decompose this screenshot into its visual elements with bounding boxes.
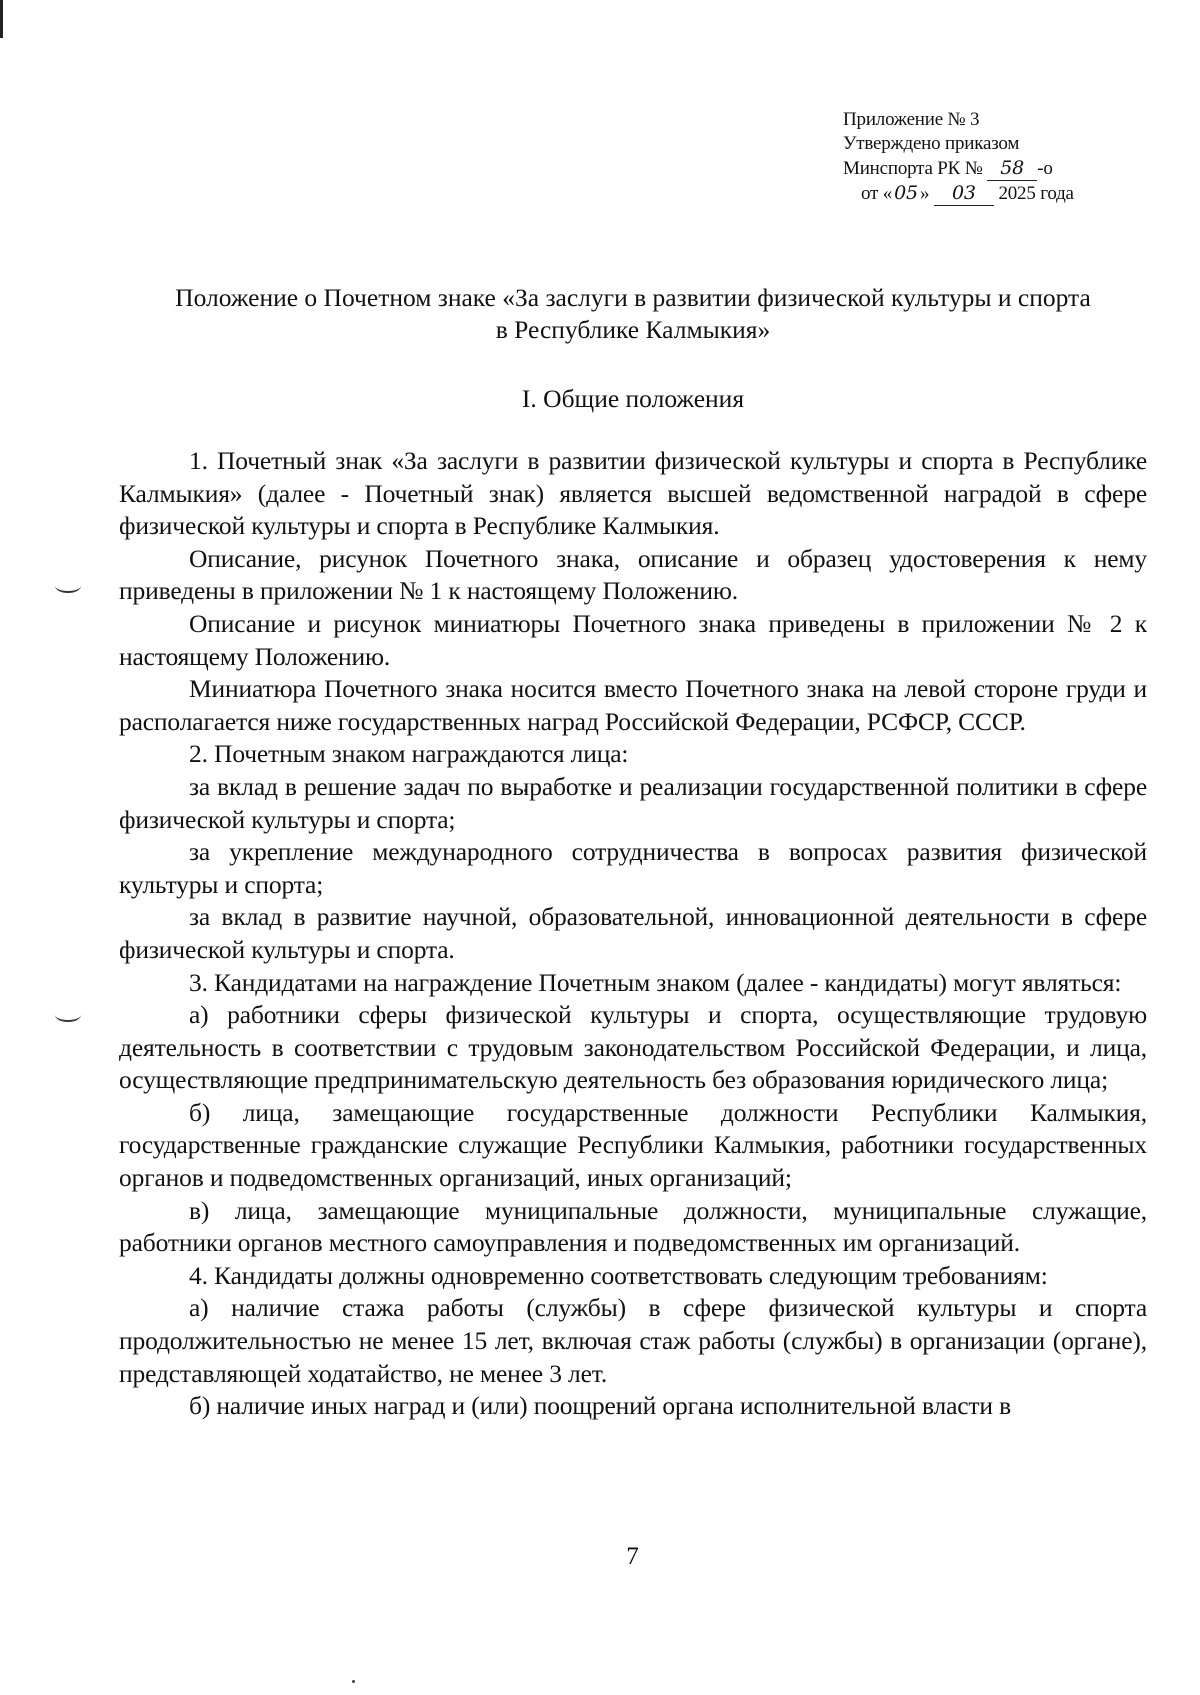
title-line-1: Положение о Почетном знаке «За заслуги в развитии физической культуры и спорта	[175, 283, 1091, 312]
order-suffix: -о	[1037, 158, 1053, 179]
approval-stamp	[843, 108, 1074, 206]
order-number: 58	[987, 156, 1037, 181]
paragraph: а) работники сферы физической культуры и спорта, осуществляющие трудовую деятельность в соответствии с трудовым законодательством Российской Федерации, и лица, осуществляющие предпринимательскую деятельность без образования юридического лица;	[119, 1000, 1147, 1095]
title-line-2: в Республике Калмыкия»	[495, 315, 771, 344]
document-body	[119, 445, 1147, 1423]
date-year: 2025 года	[998, 183, 1074, 204]
order-line	[843, 156, 1074, 181]
page-number: 7	[626, 1543, 639, 1570]
paragraph: за вклад в решение задач по выработке и реализации государственной политики в сфере физической культуры и спорта;	[119, 771, 1147, 834]
appendix-label: Приложение № 3	[843, 109, 980, 130]
paragraph: а) наличие стажа работы (службы) в сфере физической культуры и спорта продолжительностью не менее 15 лет, включая стаж работы (службы) в организации (органе), представляющей ходатайство, не менее 3 лет.	[119, 1293, 1147, 1388]
document-title	[118, 282, 1148, 346]
date-line	[843, 181, 1074, 206]
scan-speck	[352, 1680, 355, 1683]
paragraph: 2. Почетным знаком награждаются лица:	[189, 739, 629, 769]
date-day: 05	[894, 182, 918, 204]
paragraph: 1. Почетный знак «За заслуги в развитии физической культуры и спорта в Республике Калмыкия» (далее - Почетный знак) является высшей ведомственной наградой в сфере физической культуры и спорта в Республике Калмыкия.	[119, 446, 1147, 541]
paragraph: за вклад в развитие научной, образовательной, инновационной деятельности в сфере физической культуры и спорта.	[119, 902, 1147, 964]
paragraph: за укрепление международного сотрудничества в вопросах развития физической культуры и спорта;	[119, 837, 1147, 899]
scan-edge-mark	[0, 0, 3, 38]
paragraph: Описание, рисунок Почетного знака, описание и образец удостоверения к нему приведены в приложении № 1 к настоящему Положению.	[119, 543, 1147, 606]
paragraph: б) наличие иных наград и (или) поощрений органа исполнительной власти в	[189, 1391, 1012, 1421]
section-heading: I. Общие положения	[521, 384, 745, 413]
margin-hole-mark	[55, 1008, 81, 1022]
margin-hole-mark	[55, 579, 81, 593]
paragraph: Миниатюра Почетного знака носится вместо Почетного знака на левой стороне груди и располагается ниже государственных наград Российской Федерации, РСФСР, СССР.	[119, 674, 1147, 736]
paragraph: Описание и рисунок миниатюры Почетного знака приведены в приложении № 2 к настоящему Положению.	[119, 608, 1147, 671]
approved-label: Утверждено приказом	[843, 133, 1020, 154]
date-month: 03	[934, 181, 994, 206]
paragraph: 4. Кандидаты должны одновременно соответствовать следующим требованиям:	[189, 1260, 1048, 1290]
date-mid: »	[920, 183, 930, 204]
paragraph: в) лица, замещающие муниципальные должности, муниципальные служащие, работники органов местного самоуправления и подведомственных им организаций.	[119, 1195, 1147, 1258]
date-prefix: от «	[861, 183, 893, 204]
paragraph: б) лица, замещающие государственные должности Республики Калмыкия, государственные гражданские служащие Республики Калмыкия, работники государственных органов и подведомственных организаций, иных организаций;	[119, 1097, 1147, 1193]
paragraph: 3. Кандидатами на награждение Почетным знаком (далее - кандидаты) могут являться:	[189, 967, 1122, 997]
ministry-prefix: Минспорта РК №	[843, 158, 983, 179]
